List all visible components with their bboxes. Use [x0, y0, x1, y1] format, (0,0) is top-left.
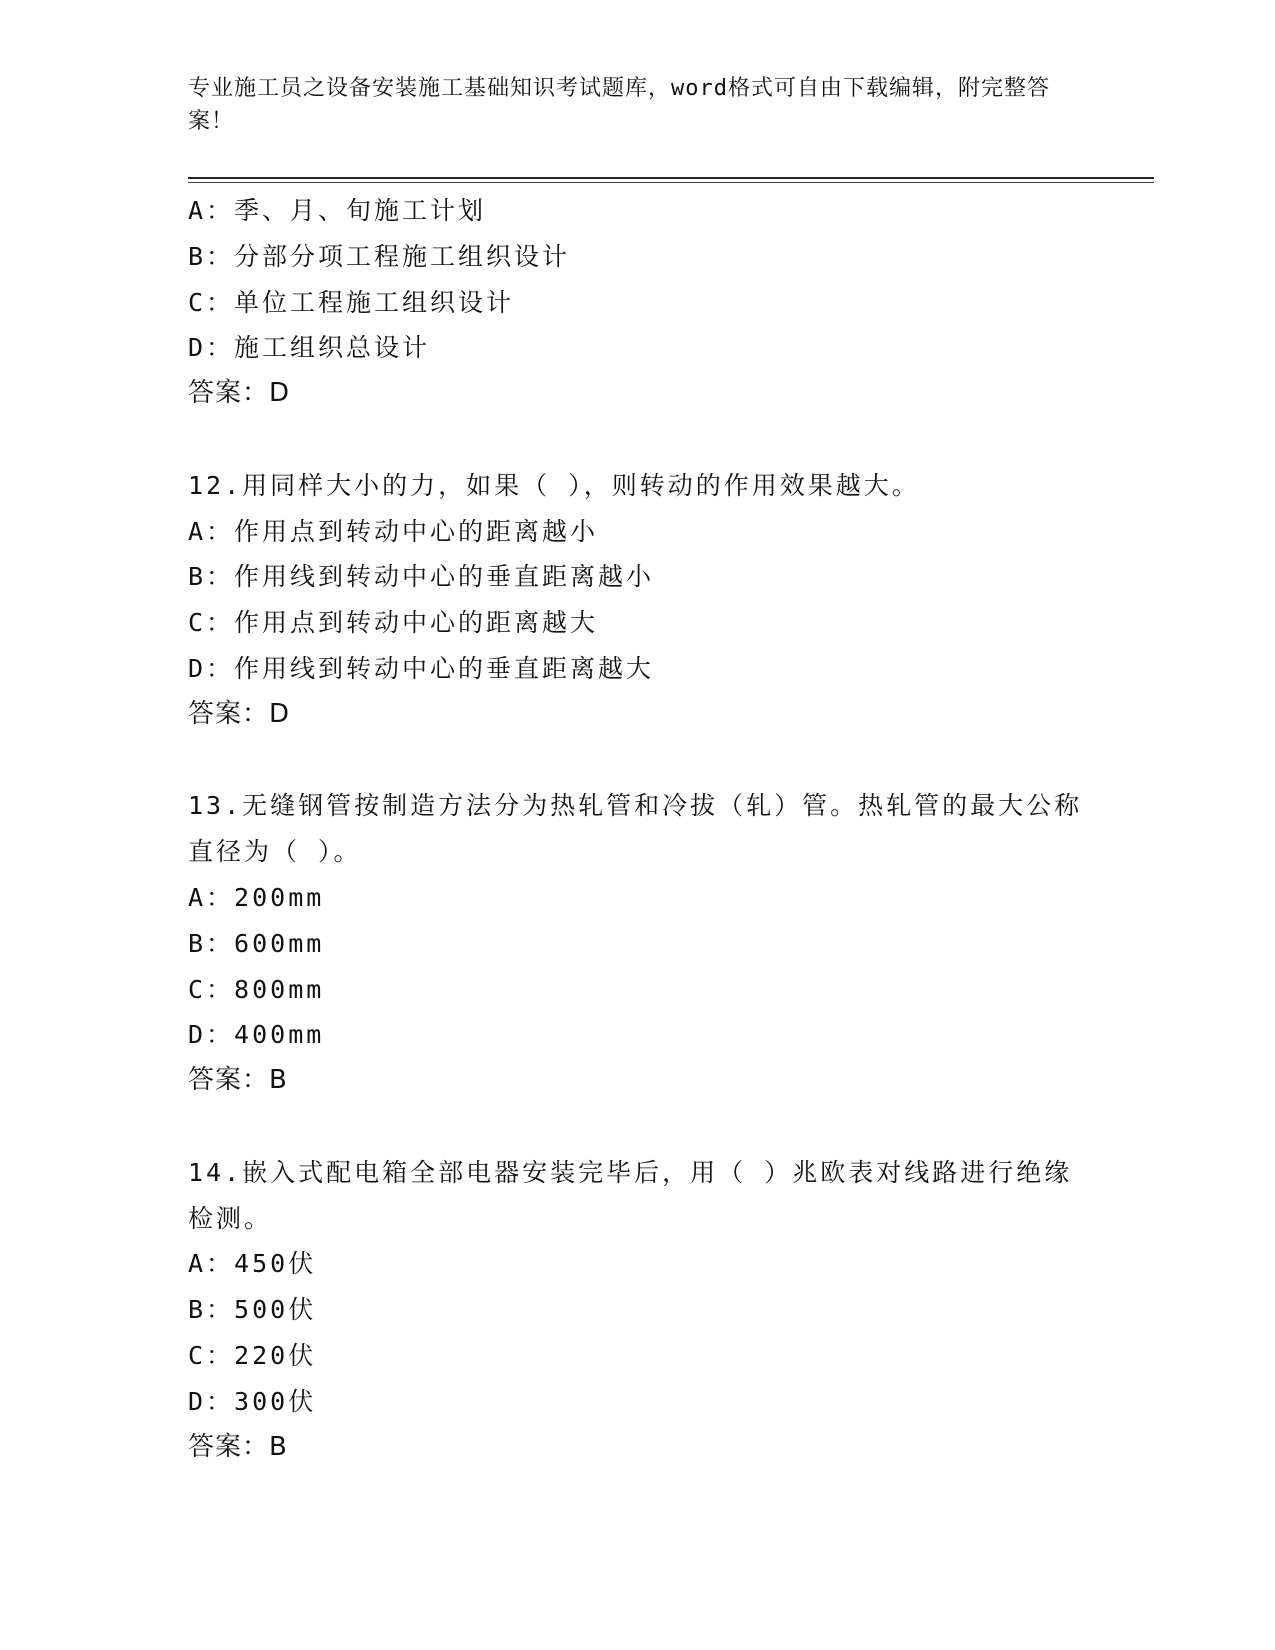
answer: 答案：B [188, 1065, 288, 1096]
option-c: C：220伏 [188, 1340, 317, 1370]
option-c: C：作用点到转动中心的距离越大 [188, 608, 599, 638]
answer: 答案：D [188, 698, 291, 729]
option-d: D：作用线到转动中心的垂直距离越大 [188, 653, 655, 683]
option-b: B：600mm [188, 928, 325, 958]
header-rule-thin [188, 182, 1154, 183]
question-11-continued [188, 188, 1088, 417]
question-text: 13.无缝钢管按制造方法分为热轧管和冷拔（轧）管。热轧管的最大公称直径为（ ）。 [188, 791, 1083, 867]
option-d: D：400mm [188, 1020, 325, 1050]
option-c: C：单位工程施工组织设计 [188, 287, 515, 317]
option-b: B：作用线到转动中心的垂直距离越小 [188, 562, 655, 592]
answer: 答案：B [188, 1431, 288, 1462]
question-list [188, 188, 1088, 1470]
question-text: 12.用同样大小的力，如果（ ），则转动的作用效果越大。 [188, 470, 920, 500]
answer: 答案：D [188, 378, 291, 409]
option-d: D：300伏 [188, 1386, 317, 1416]
spacer [188, 417, 1088, 463]
spacer [188, 738, 1088, 784]
document-header: 专业施工员之设备安装施工基础知识考试题库，word格式可自由下载编辑，附完整答案！ [188, 76, 1050, 134]
option-c: C：800mm [188, 974, 325, 1004]
spacer [188, 1104, 1088, 1150]
option-a: A：季、月、旬施工计划 [188, 196, 487, 225]
question-12 [188, 463, 1088, 738]
question-14 [188, 1150, 1088, 1471]
option-b: B：分部分项工程施工组织设计 [188, 241, 571, 271]
question-13 [188, 783, 1088, 1104]
question-text: 14.嵌入式配电箱全部电器安装完毕后，用（ ）兆欧表对线路进行绝缘检测。 [188, 1157, 1073, 1233]
option-b: B：500伏 [188, 1295, 317, 1325]
option-a: A：作用点到转动中心的距离越小 [188, 516, 599, 546]
header-rule-thick [188, 177, 1154, 179]
option-d: D：施工组织总设计 [188, 333, 431, 363]
option-a: A：450伏 [188, 1249, 317, 1279]
option-a: A：200mm [188, 882, 325, 912]
